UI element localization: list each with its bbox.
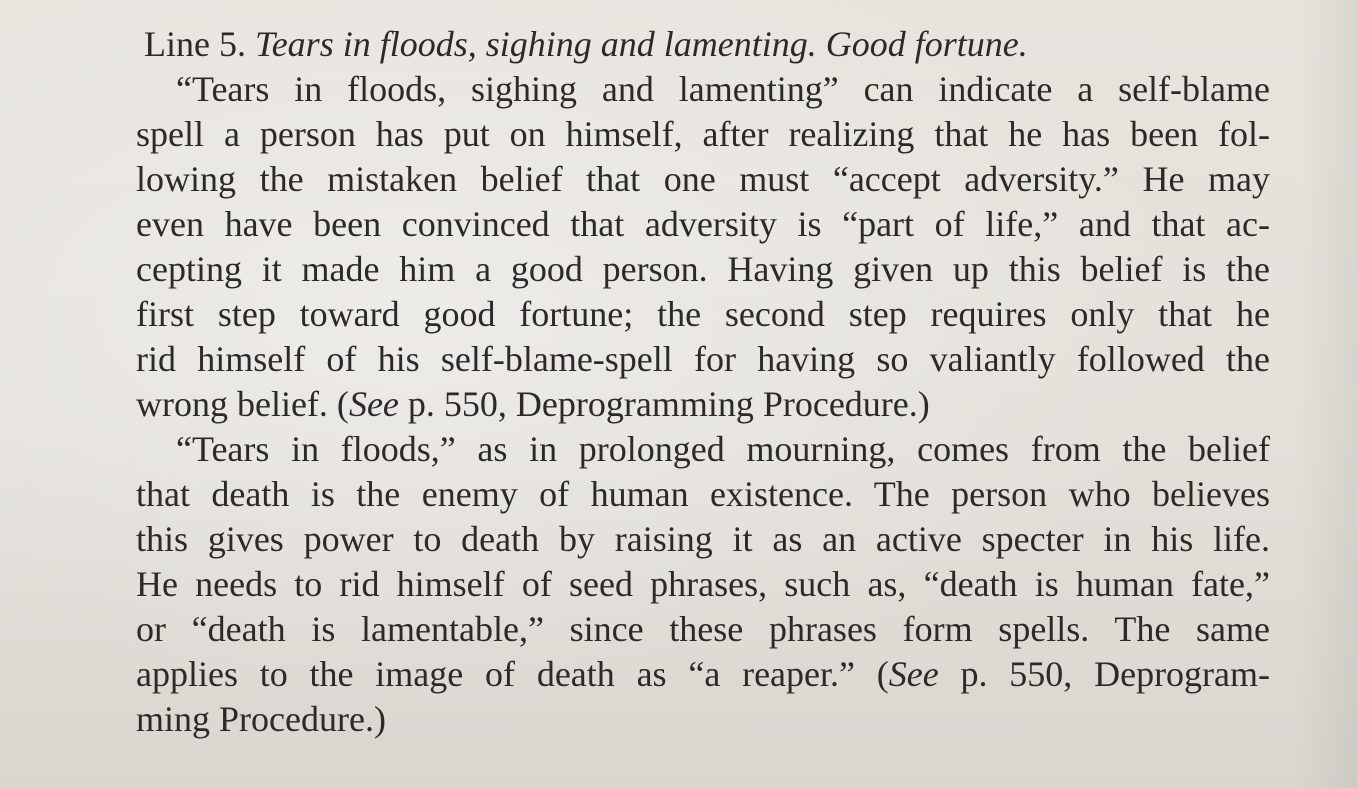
text-fragment: p. 550, Deprogramming Procedure.)	[398, 384, 930, 424]
text-line: “Tears in floods, sighing and lamenting” can indicate a self-blame	[176, 69, 1270, 109]
see-reference: See	[348, 384, 399, 424]
text-line: He needs to rid himself of seed phrases, such as, “death is human fate,”	[136, 564, 1270, 604]
text-line: this gives power to death by raising it as an active specter in his life.	[136, 519, 1270, 559]
text-fragment: p. 550, Deprogram-	[938, 654, 1271, 694]
paragraph-2	[136, 427, 1270, 742]
text-line: lowing the mistaken belief that one must “accept adversity.” He may	[136, 159, 1270, 199]
text-line	[136, 652, 1270, 697]
text-line: rid himself of his self-blame-spell for having so valiantly followed the	[136, 339, 1270, 379]
text-fragment: applies to the image of death as “a reaper.” (	[136, 654, 889, 694]
page-shadow	[1297, 0, 1357, 788]
text-line: that death is the enemy of human existence. The person who believes	[136, 474, 1270, 514]
text-line: ming Procedure.)	[136, 699, 386, 739]
line-heading	[144, 22, 1270, 67]
see-reference: See	[888, 654, 939, 694]
line-label: Line 5.	[144, 24, 246, 64]
text-line: or “death is lamentable,” since these phrases form spells. The same	[136, 609, 1270, 649]
text-line: even have been convinced that adversity is “part of life,” and that ac-	[136, 204, 1270, 244]
text-line: first step toward good fortune; the second step requires only that he	[136, 294, 1270, 334]
paragraph-1	[136, 67, 1270, 427]
text-fragment: wrong belief. (	[136, 384, 349, 424]
text-line	[136, 382, 1270, 427]
line-title: Tears in floods, sighing and lamenting. Good fortune.	[254, 24, 1028, 64]
book-page	[136, 22, 1270, 742]
text-line: cepting it made him a good person. Having given up this belief is the	[136, 249, 1270, 289]
text-line: spell a person has put on himself, after realizing that he has been fol-	[136, 114, 1270, 154]
text-line: “Tears in floods,” as in prolonged mourning, comes from the belief	[176, 429, 1270, 469]
